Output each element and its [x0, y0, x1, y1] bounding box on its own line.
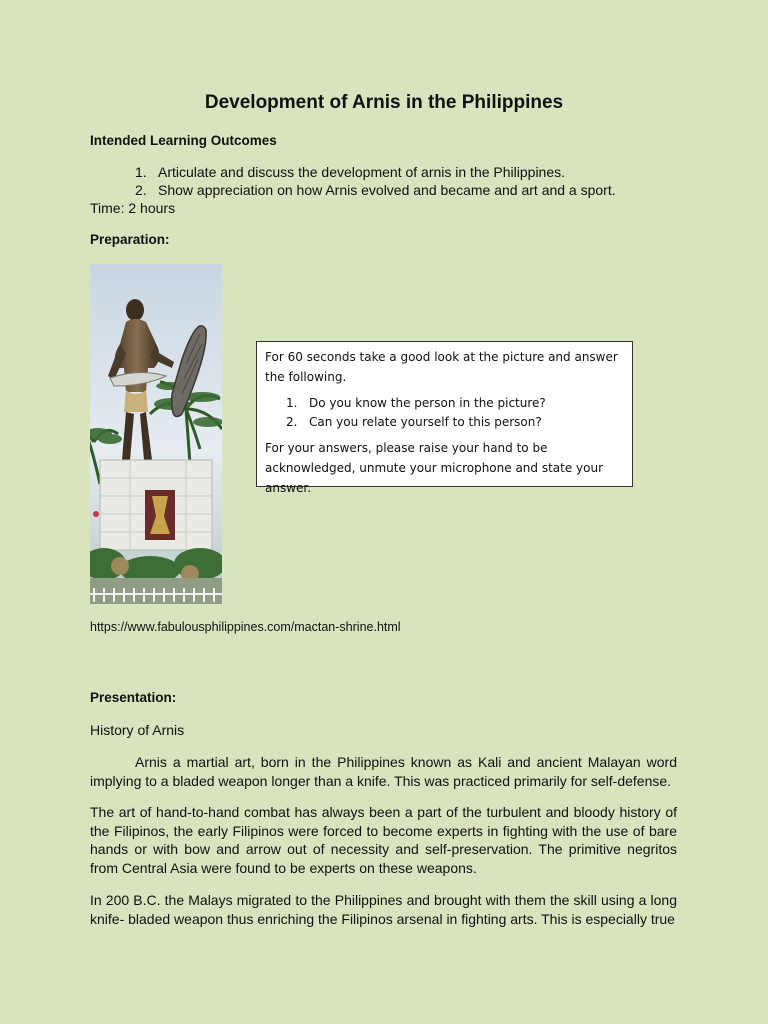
- list-number: 1.: [135, 164, 147, 180]
- list-text: Articulate and discuss the development of arnis in the Philippines.: [158, 164, 566, 180]
- instruction-box: [256, 341, 633, 495]
- question-text: Do you know the person in the picture?: [309, 396, 546, 410]
- list-number: 1.: [286, 396, 298, 410]
- instruction-answer-note: For your answers, please raise your hand to be acknowledged, unmute your microphone and state your answer.: [265, 441, 604, 495]
- preparation-heading: Preparation:: [90, 232, 170, 247]
- image-source-link[interactable]: https://www.fabulousphilippines.com/mactan-shrine.html: [90, 620, 401, 634]
- list-item: [286, 413, 624, 432]
- list-item: [135, 163, 616, 181]
- paragraph: The art of hand-to-hand combat has always been a part of the turbulent and bloody history of the Filipinos, the early Filipinos were forced to become experts in fighting with the use of bare hands or with bow and arrow out of necessity and self-preservation. The primitive negritos from Central Asia were found to be experts on these weapons.: [90, 804, 677, 876]
- page-title: Development of Arnis in the Philippines: [204, 92, 564, 113]
- learning-outcomes-list: [135, 163, 616, 199]
- paragraph: In 200 B.C. the Malays migrated to the Philippines and brought with them the skill using a long knife- bladed weapon thus enriching the Filipinos arsenal in fighting arts. This is especially true: [90, 892, 677, 927]
- list-item: [135, 181, 616, 199]
- time-line: Time: 2 hours: [90, 200, 176, 216]
- learning-outcomes-heading: Intended Learning Outcomes: [90, 133, 277, 148]
- lapulapu-statue-photo: [90, 264, 222, 604]
- list-number: 2.: [135, 182, 147, 198]
- instruction-intro: For 60 seconds take a good look at the picture and answer the following.: [265, 350, 618, 384]
- question-text: Can you relate yourself to this person?: [309, 415, 542, 429]
- history-subheading: History of Arnis: [90, 722, 185, 738]
- paragraph: Arnis a martial art, born in the Philippines known as Kali and ancient Malayan word implying to a bladed weapon longer than a knife. This was practiced primarily for self-defense.: [90, 754, 677, 789]
- question-list: [265, 394, 624, 432]
- presentation-heading: Presentation:: [90, 690, 177, 705]
- list-number: 2.: [286, 415, 298, 429]
- list-text: Show appreciation on how Arnis evolved and became and art and a sport.: [158, 182, 616, 198]
- list-item: [286, 394, 624, 413]
